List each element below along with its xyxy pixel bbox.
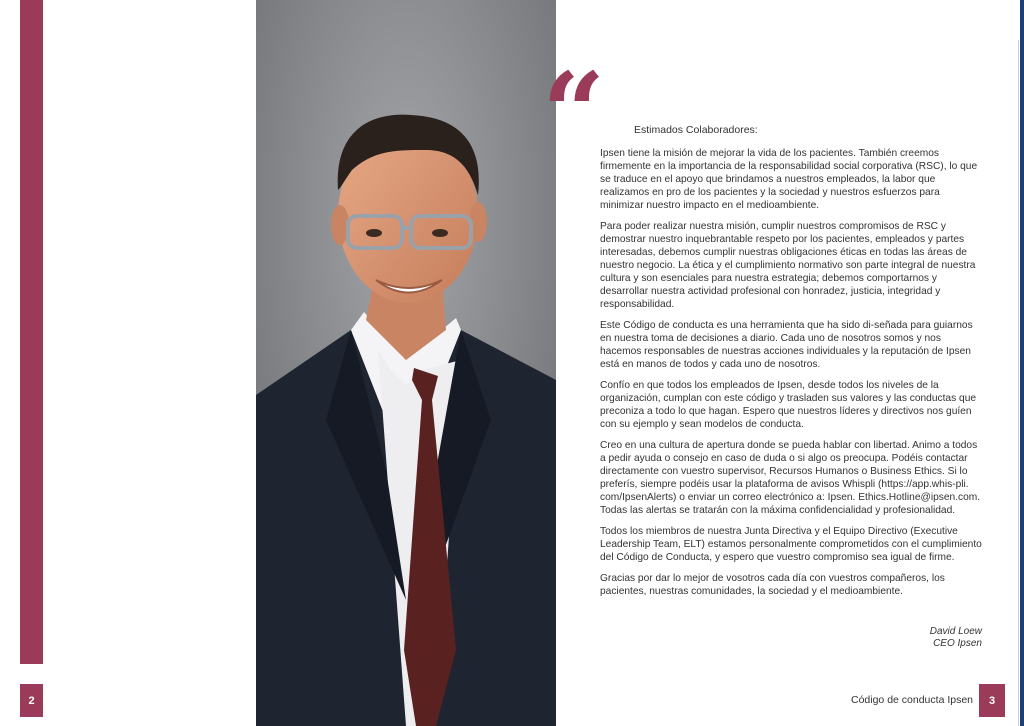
letter-paragraph: Gracias por dar lo mejor de vosotros cada día con vuestros compañeros, los pacientes, nuestras comunidades, la sociedad y el medioambiente. [600, 573, 945, 597]
ceo-portrait-illustration [256, 0, 556, 726]
letter-paragraph: Ipsen tiene la misión de mejorar la vida de los pacientes. También creemos firmemente en la importancia de la responsabilidad social corporativa (RSC), lo que se traduce en el apoyo que brindamos a nuestros empleados, la labor que realizamos en pro de los pacientes y la sociedad y nuestros esfuerzos para minimizar nuestro impacto en el medioambiente. [600, 148, 978, 211]
letter-greeting: Estimados Colaboradores: [634, 124, 758, 136]
quote-mark-icon: “ [542, 48, 600, 177]
right-page-edge [1020, 0, 1024, 726]
signature-title: CEO Ipsen [933, 638, 982, 649]
signature-name: David Loew [929, 626, 982, 637]
page-number-left: 2 [20, 684, 43, 717]
letter-paragraph: Para poder realizar nuestra misión, cumplir nuestros compromisos de RSC y demostrar nuestro inquebrantable respeto por los pacientes, empleados y partes interesadas, debemos cumplir nuestras obligaciones éticas en todas las áreas de nuestro negocio. La ética y el cumplimiento normativo son parte integral de nuestra cultura y son esenciales para nuestra estrategia; debemos comportarnos y desarrollar nuestra actividad profesional con honradez, justicia, integridad y responsabilidad. [600, 221, 976, 310]
letter-paragraph: Este Código de conducta es una herramienta que ha sido di-señada para guiarnos en nuestra toma de decisiones a diario. Cada uno de nosotros somos y nos hacemos responsables de nuestras acciones individuales y la reputación de Ipsen está en manos de todos y cada uno de nosotros. [600, 320, 973, 370]
footer-document-title: Código de conducta Ipsen [851, 694, 974, 706]
letter-paragraph: Confío en que todos los empleados de Ipsen, desde todos los niveles de la organización, cumplan con este código y trasladen sus valores y las conductas que preconiza a todo lo que hagan. Espero que nuestros líderes y directivos nos guíen con su ejemplo y sean modelos de conducta. [600, 380, 977, 430]
left-accent-bar [20, 0, 43, 664]
signature-block [930, 626, 982, 650]
letter-paragraph: Todos los miembros de nuestra Junta Directiva y el Equipo Directivo (Executive Leadership Team, ELT) estamos personalmente comprometidos con el cumplimiento del Código de Conducta, y espero que vuestro compromiso sea igual de firme. [600, 526, 982, 563]
ceo-portrait-photo [256, 0, 556, 726]
letter-paragraph: Creo en una cultura de apertura donde se pueda hablar con libertad. Animo a todos a pedir ayuda o consejo en caso de duda o si algo os preocupa. Podéis contactar directamente con vuestro supervisor, Recursos Humanos o Business Ethics. Si lo preferís, siempre podéis usar la plataforma de avisos Whispli (https://app.whis-pli. com/IpsenAlerts) o enviar un correo electrónico a: Ipsen. Ethics.Hotline@ipsen.com. Todas las alertas se tratarán con la máxima confidencialidad y profesionalidad. [600, 440, 981, 516]
page-number-right: 3 [979, 684, 1005, 717]
letter-body [600, 147, 982, 606]
right-page-inner-rule [1018, 40, 1019, 726]
